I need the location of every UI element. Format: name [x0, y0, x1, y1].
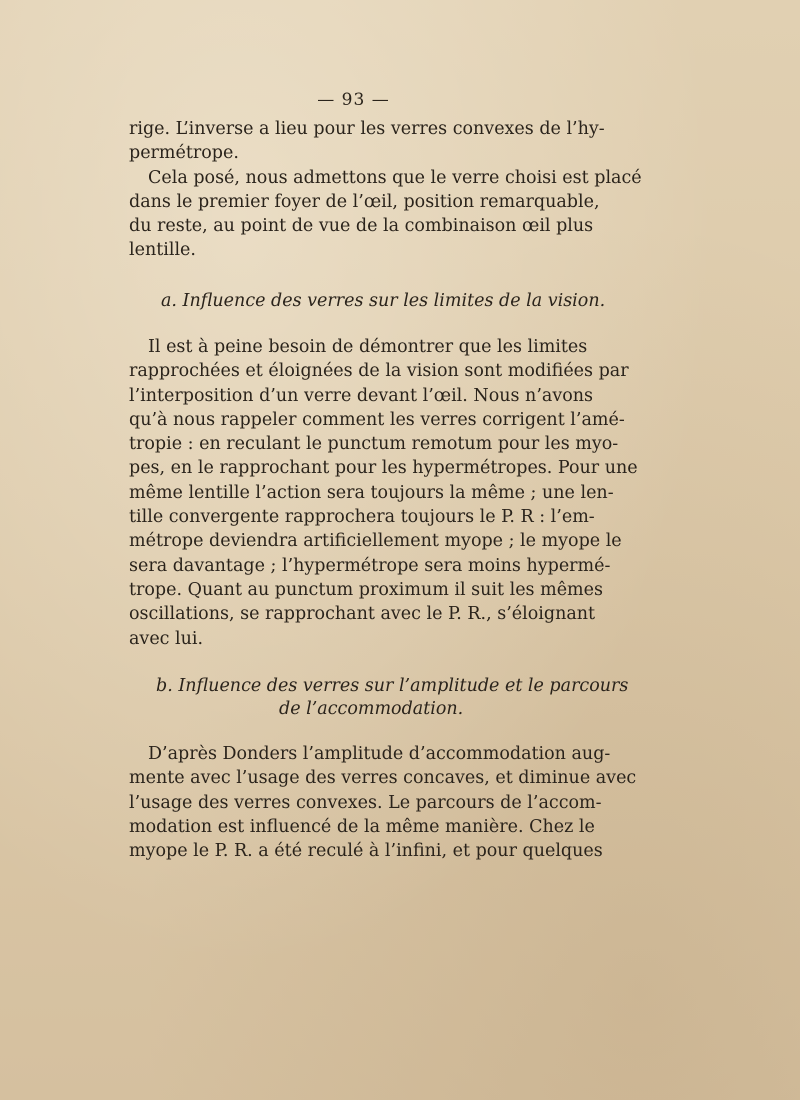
text-line: l’interposition d’un verre devant l’œil. Nous n’avons [129, 385, 593, 406]
text-line: lentille. [129, 240, 196, 261]
text-line: modation est influencé de la même manière. Chez le [129, 816, 595, 837]
text-line: dans le premier foyer de l’œil, position remarquable, [129, 191, 600, 212]
text-line: Cela posé, nous admettons que le verre choisi est placé [148, 167, 642, 188]
text-line: trope. Quant au punctum proximum il suit les mêmes [129, 579, 603, 600]
text-line: rapprochées et éloignées de la vision sont modifiées par [129, 361, 629, 382]
text-line: permétrope. [129, 143, 239, 164]
section-heading-b-continued: de l’accommodation. [279, 699, 464, 719]
page-number: — 93 — [317, 90, 390, 110]
text-line: du reste, au point de vue de la combinaison œil plus [129, 216, 594, 237]
paragraph-amplitude [129, 742, 637, 863]
paragraph-limits [129, 335, 638, 651]
text-line: D’après Donders l’amplitude d’accommodation aug- [148, 744, 611, 764]
text-line: oscillations, se rapprochant avec le P. R., s’éloignant [129, 604, 596, 625]
section-heading-a: a. Influence des verres sur les limites de la vision. [161, 291, 606, 311]
text-line: même lentille l’action sera toujours la même ; une len- [129, 482, 614, 503]
text-line: rige. L’inverse a lieu pour les verres convexes de l’hy- [129, 119, 605, 139]
text-line: l’usage des verres convexes. Le parcours de l’accom- [129, 792, 602, 813]
text-line: myope le P. R. a été reculé à l’infini, et pour quelques [129, 841, 603, 862]
text-line: mente avec l’usage des verres concaves, et diminue avec [129, 768, 637, 789]
text-line: tropie : en reculant le punctum remotum pour les myo- [129, 434, 619, 455]
text-line: sera davantage ; l’hypermétrope sera moins hypermé- [129, 555, 611, 576]
paragraph-intro [129, 117, 642, 263]
text-line: Il est à peine besoin de démontrer que les limites [148, 337, 588, 357]
text-line: pes, en le rapprochant pour les hypermétropes. Pour une [129, 458, 638, 479]
section-heading-b: b. Influence des verres sur l’amplitude et le parcours [156, 676, 629, 696]
text-line: qu’à nous rappeler comment les verres corrigent l’amé- [129, 409, 625, 430]
text-line: tille convergente rapprochera toujours le P. R : l’em- [129, 507, 595, 528]
text-line: métrope deviendra artificiellement myope ; le myope le [129, 531, 622, 552]
text-line: avec lui. [129, 628, 204, 649]
